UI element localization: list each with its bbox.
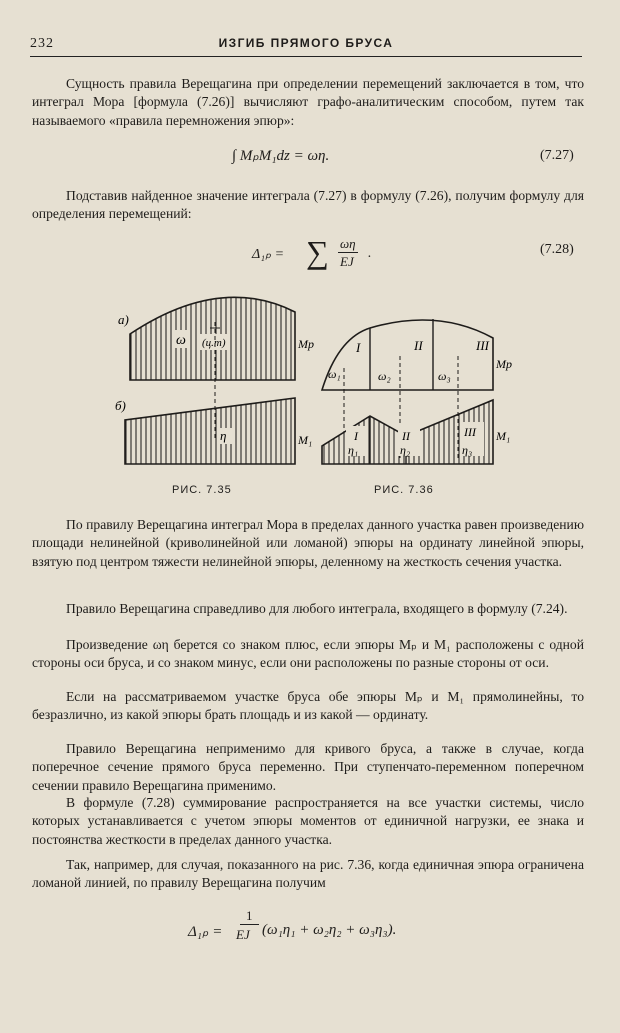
section-label-1: I [356,340,361,355]
sum-sign: ∑ [306,234,329,270]
label-a: а) [118,312,129,327]
label-eta: η [220,428,227,443]
m1-section-1: I [354,429,358,443]
m1-diagram-fill [125,398,295,464]
section-label-3: III [476,338,489,353]
substitution-paragraph: Подставив найденное значение интеграла (7.27) в формулу (7.26), получим формулу для определения перемещений: [32,188,584,222]
omega-label-1: ω₁ [328,367,341,381]
figure-7-35 [110,292,315,474]
eta-label-1: η₁ [348,443,359,457]
m1-section-2: II [402,429,410,443]
figure-7-36 [318,298,518,478]
formula-7-27: ∫ MₚM₁dz = ωη. [232,148,330,164]
formula-7-28-period: . [368,246,372,261]
omega-label-2: ω₂ [378,369,391,383]
formula-7-27-number: (7.27) [540,148,574,163]
label-b: б) [115,398,126,413]
label-centroid: (ц.т) [202,337,226,349]
label-mp: Mp [298,337,314,351]
label-omega: ω [176,333,186,348]
running-title: ИЗГИБ ПРЯМОГО БРУСА [218,36,394,50]
m1-section-3: III [464,425,476,439]
paragraph-7: Так, например, для случая, показанного на рис. 7.36, когда единичная эпюра ограничена ломаной линией, по правилу Верещагина получим [32,857,584,891]
formula-7-28 [252,236,392,276]
page-header [30,34,582,57]
label-mp-736: Mp [496,357,512,371]
paragraph-6: В формуле (7.28) суммирование распространяется на все участки системы, число которых устанавливается с учетом эпюры моментов от единичной нагрузки, ее знака и постоянства жесткости в пределах данного участка. [32,795,584,847]
formula-7-28-number: (7.28) [540,242,574,257]
final-formula-numerator: 1 [240,908,259,925]
mp-diagram-outline [322,320,493,390]
paragraph-3: Произведение ωη берется со знаком плюс, если эпюры Mₚ и M₁ расположены с одной стороны оси бруса, и со знаком минус, если они расположены по разные стороны от оси. [32,637,584,671]
formula-7-28-numerator: ωη [340,236,356,251]
label-m1-736: M₁ [496,429,511,443]
label-m1: M₁ [298,433,313,447]
paragraph-2: Правило Верещагина справедливо для любого интеграла, входящего в формулу (7.24). [66,601,568,616]
section-label-2: II [414,338,423,353]
final-formula-denominator: EJ [236,927,250,942]
omega-label-3: ω₃ [438,369,451,383]
caption-7-35: РИС. 7.35 [172,484,232,496]
eta-label-2: η₂ [400,443,411,457]
eta-label-3: η₃ [462,443,473,457]
paragraph-4: Если на рассматриваемом участке бруса обе эпюры Mₚ и M₁ прямолинейны, то безразлично, из какой эпюры брать площадь и из какой — ординату. [32,689,584,723]
formula-7-28-lhs: Δ₁ₚ = [252,247,285,262]
paragraph-1: По правилу Верещагина интеграл Мора в пределах данного участка равен произведению площади нелинейной (криволинейной или ломаной) эпюры на ординату линейной эпюры, взятую под центром тяжести нелинейной эпюры, деленному на жесткость сечения участка. [32,517,584,569]
final-formula [188,908,448,948]
formula-7-28-denominator: EJ [340,254,354,269]
final-formula-rhs: (ω₁η₁ + ω₂η₂ + ω₃η₃). [262,922,397,938]
caption-7-36: РИС. 7.36 [374,484,434,496]
page-number: 232 [30,36,54,51]
intro-paragraph: Сущность правила Верещагина при определении перемещений заключается в том, что интеграл Мора [формула (7.26)] вычисляют графо-аналитическим способом, путем так называемого «правила перемножения эпюр»: [32,76,584,128]
final-formula-lhs: Δ₁ₚ = [188,924,223,940]
paragraph-5: Правило Верещагина неприменимо для кривого бруса, а также в случае, когда поперечное сечение прямого бруса переменно. При ступенчато-переменном поперечном сечении правило Верещагина применимо. [32,741,584,793]
